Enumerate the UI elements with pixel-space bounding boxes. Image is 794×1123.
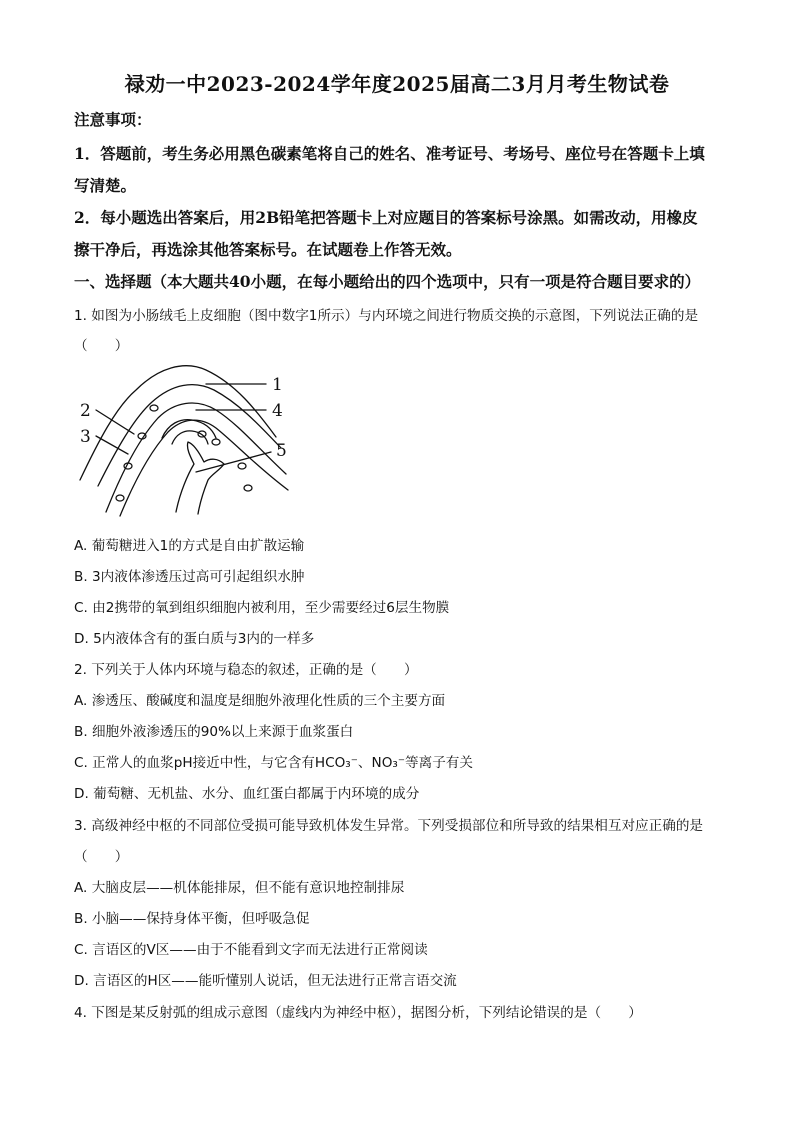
q1-option-c: C. 由2携带的氧到组织细胞内被利用，至少需要经过6层生物膜 xyxy=(74,600,450,616)
q1-stem-line-2: （ ） xyxy=(74,338,129,354)
q3-option-b: B. 小脑——保持身体平衡，但呼吸急促 xyxy=(74,911,310,927)
q1-option-d: D. 5内液体含有的蛋白质与3内的一样多 xyxy=(74,631,315,647)
notice-item-2-line-2: 擦干净后，再选涂其他答案标号。在试题卷上作答无效。 xyxy=(74,240,462,259)
q3-option-d: D. 言语区的H区——能听懂别人说话，但无法进行正常言语交流 xyxy=(74,973,457,989)
page-title: 禄劝一中2023-2024学年度2025届高二3月月考生物试卷 xyxy=(124,72,670,96)
fig-label-4: 4 xyxy=(272,401,283,421)
q3-option-a: A. 大脑皮层——机体能排尿，但不能有意识地控制排尿 xyxy=(74,880,405,896)
red-blood-cell xyxy=(116,495,124,501)
fig-label-3: 3 xyxy=(80,427,91,447)
section-heading: 一、选择题（本大题共40小题，在每小题给出的四个选项中，只有一项是符合题目要求的） xyxy=(74,272,701,291)
leader-line-5 xyxy=(196,452,271,472)
red-blood-cell xyxy=(150,405,158,411)
fig-label-2: 2 xyxy=(80,401,91,421)
q3-stem-line-1: 3. 高级神经中枢的不同部位受损可能导致机体发生异常。下列受损部位和所导致的结果相互对应正确的是 xyxy=(74,818,704,834)
tissue-cell xyxy=(176,442,224,514)
notice-item-1-line-1: 1．答题前，考生务必用黑色碳素笔将自己的姓名、准考证号、考场号、座位号在答题卡上填 xyxy=(74,144,705,163)
q1-option-a: A. 葡萄糖进入1的方式是自由扩散运输 xyxy=(74,538,305,554)
q4-stem: 4. 下图是某反射弧的组成示意图（虚线内为神经中枢），据图分析，下列结论错误的是（ ） xyxy=(74,1005,642,1021)
capillary-wall-outer xyxy=(106,403,286,512)
q2-option-a: A. 渗透压、酸碱度和温度是细胞外液理化性质的三个主要方面 xyxy=(74,693,446,709)
fig-label-1: 1 xyxy=(272,375,283,395)
lymph-vessel xyxy=(162,420,216,438)
notice-item-1-line-2: 写清楚。 xyxy=(74,176,137,195)
q2-option-c: C. 正常人的血浆pH接近中性，与它含有HCO₃⁻、NO₃⁻等离子有关 xyxy=(74,755,473,771)
fig-label-5: 5 xyxy=(276,441,287,461)
notice-item-2-line-1: 2．每小题选出答案后，用2B铅笔把答题卡上对应题目的答案标号涂黑。如需改动，用橡皮 xyxy=(74,208,698,227)
notice-heading: 注意事项： xyxy=(74,110,152,129)
q3-stem-line-2: （ ） xyxy=(74,849,129,865)
leader-line-2 xyxy=(96,410,134,434)
intestinal-villus-diagram xyxy=(76,362,296,522)
red-blood-cell xyxy=(212,439,220,445)
q1-stem-line-1: 1. 如图为小肠绒毛上皮细胞（图中数字1所示）与内环境之间进行物质交换的示意图，下列说法正确的是 xyxy=(74,308,699,324)
q2-option-d: D. 葡萄糖、无机盐、水分、血红蛋白都属于内环境的成分 xyxy=(74,786,420,802)
q3-option-c: C. 言语区的V区——由于不能看到文字而无法进行正常阅读 xyxy=(74,942,428,958)
red-blood-cell xyxy=(244,485,252,491)
red-blood-cell xyxy=(238,463,246,469)
q2-stem: 2. 下列关于人体内环境与稳态的叙述，正确的是（ ） xyxy=(74,662,418,678)
q1-option-b: B. 3内液体渗透压过高可引起组织水肿 xyxy=(74,569,305,585)
q2-option-b: B. 细胞外液渗透压的90%以上来源于血浆蛋白 xyxy=(74,724,354,740)
